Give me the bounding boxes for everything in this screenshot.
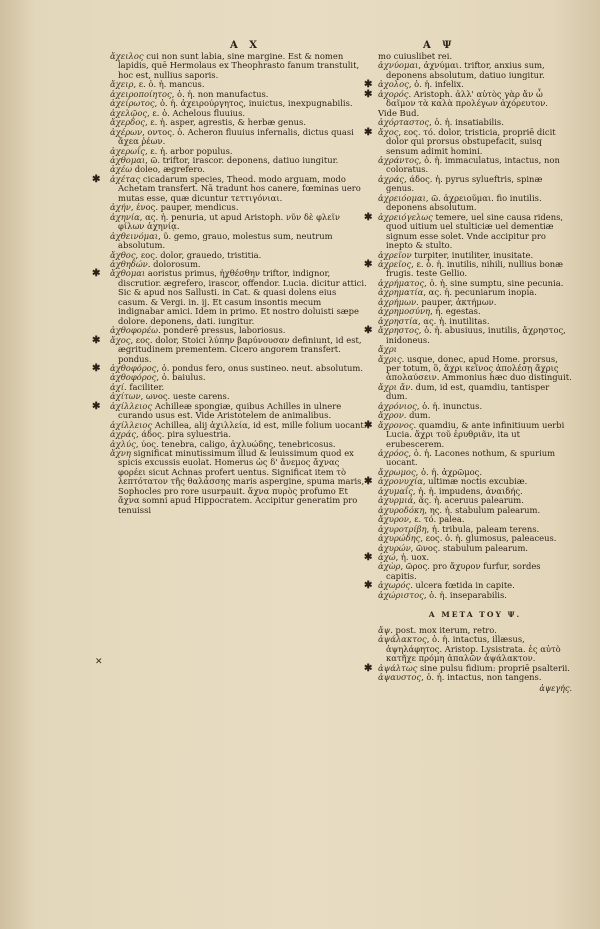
greek-headword: ἀχυροδόκη xyxy=(378,504,425,515)
greek-headword: ἄχος xyxy=(110,334,131,345)
greek-headword: ἀχνύομαι xyxy=(378,60,419,71)
greek-headword: ἄχρηστος xyxy=(378,325,419,336)
entry-definition: , ὁ. ἡ. immaculatus, intactus, non coloratus. xyxy=(386,154,560,175)
asterisk-icon: ✱ xyxy=(364,476,373,488)
entry-definition: , ε. ὁ. ἡ. mancus. xyxy=(133,79,205,90)
dictionary-entry xyxy=(378,194,572,213)
entry-definition: , άδος. pira syluestria. xyxy=(136,429,231,440)
entry-definition: Vide Bud. xyxy=(378,107,420,118)
greek-headword: ἀχέτας xyxy=(110,173,141,184)
entry-definition: . ulcera fœtida in capite. xyxy=(410,580,515,591)
section-entries xyxy=(364,624,572,683)
greek-headword: ἀχέρων xyxy=(110,126,143,137)
greek-headword: ἀχυρών xyxy=(378,542,411,553)
entry-definition: , ύος. tenebra, caligo, ἀχλυώδης, tenebricosus. xyxy=(135,438,336,449)
entry-definition: , ὁ. ἡ. intactus, non tangens. xyxy=(421,672,542,682)
left-column xyxy=(92,51,368,515)
entry-definition: . pauper, ἀκτήμων. xyxy=(416,296,497,307)
entry-definition: , εος. ὁ. ἡ. glumosus, paleaceus. xyxy=(420,533,557,544)
greek-headword: ἀχθοφόρος xyxy=(110,362,157,373)
dictionary-entry xyxy=(364,419,572,449)
entry-definition: , ε. ὁ. ἡ. inutilis, nihili, nullius bonæ frugis. teste Gellio. xyxy=(386,258,564,279)
asterisk-icon: ✱ xyxy=(92,400,101,412)
entry-definition: . faciliter. xyxy=(124,381,165,392)
entry-definition: temere, uel sine causa ridens, quod uitium uel stulticiæ uel dementiæ signum esse solet. Vnde accipitur pro inepto & stulto. xyxy=(386,211,564,251)
entry-definition: , ῦ. gemo, grauo, molestus sum, neutrum absolutum. xyxy=(118,230,333,251)
entry-definition: mo cuiuslibet rei. xyxy=(378,51,453,61)
greek-headword: ἄχειλος xyxy=(110,51,144,61)
greek-headword: ἀχί xyxy=(110,381,125,392)
greek-headword: ἀχυροτρίβη xyxy=(378,523,427,534)
greek-headword: ἀχρεῖος xyxy=(378,258,412,269)
entry-definition: , ας. ἡ. inutilitas. xyxy=(417,315,490,326)
entry-definition: . usque, donec, apud Home. prorsus, per totum, ὃ, ἄχρι κεῖνος ἀπολέσῃ ἄχρις ἀπολαύσειν. Ammonius hæc duo distinguit. xyxy=(386,353,572,383)
greek-headword: ἀχρημοσύνη xyxy=(378,306,431,317)
dictionary-entry xyxy=(110,213,368,232)
margin-cross-mark: ✕ xyxy=(95,657,103,667)
asterisk-icon: ✱ xyxy=(364,580,373,592)
dictionary-entry xyxy=(378,591,572,600)
section-heading: A META TOY Ψ. xyxy=(428,610,522,620)
greek-headword: ἄχος xyxy=(378,126,399,137)
entry-definition: . quamdiu, & ante infinitiuum uerbi Lucia. ἄχρι τοῦ ἐρυθριᾶν, ita ut erubescerem. xyxy=(386,419,565,449)
greek-headword: ἄχρι xyxy=(378,344,397,355)
entry-definition: , ε. ὁ. Achelous fluuius. xyxy=(147,107,246,118)
entry-definition: doleo, ægrefero. xyxy=(132,164,205,175)
dictionary-entry xyxy=(378,635,572,663)
asterisk-icon: ✱ xyxy=(92,334,101,346)
greek-headword: ἄχερδος xyxy=(110,117,145,128)
entry-definition: , ἡ. uox. xyxy=(395,552,430,563)
greek-headword: ἀχρονυχία xyxy=(378,476,423,487)
greek-headword: ἀχρηματία xyxy=(378,287,424,298)
entry-definition: , οντος. ὁ. Acheron fluuius infernalis, dictus quasi ἄχεα ῥέων. xyxy=(118,126,354,147)
greek-headword: ἄχρωμος xyxy=(378,466,416,477)
dictionary-entry xyxy=(378,673,572,682)
entry-definition: , ἡ. egestas. xyxy=(430,306,481,317)
entry-definition: , ἡ. ἡ. impudens, ἀναιδής. xyxy=(412,485,523,496)
dictionary-entry xyxy=(92,334,368,364)
greek-headword: ἀχρεῖον xyxy=(378,249,412,260)
greek-headword: ἀχθεινόμαι xyxy=(110,230,159,241)
greek-headword: ἀχολος xyxy=(378,79,409,90)
entry-definition: , ὁ. pondus fero, onus sustineo. neut. absolutum. xyxy=(156,362,363,373)
greek-headword: ἀχλύς xyxy=(110,438,136,449)
dictionary-entry xyxy=(378,562,572,581)
entry-definition: cicadarum species, Theod. modo arguam, modo Achetam transfert. Nā tradunt hos canere, fœminas uero mutas esse, quæ dicuntur τεττιγόνιαι. xyxy=(118,173,361,203)
dictionary-entry xyxy=(378,156,572,175)
entry-definition: , ὁ. ἡ. insatiabilis. xyxy=(429,117,504,128)
greek-headword: ἀχώ xyxy=(378,552,396,563)
entry-definition: cui non sunt labia, sine margine. Est & nomen lapidis, quē Hermolaus ex Theophrasto fanum transtulit, hoc est, nullius saporis. xyxy=(118,51,360,80)
greek-headword: ἀψαυστος xyxy=(378,672,422,682)
entry-definition: , ὁ. ἡ. ἀχειρούργητος, inuictus, inexpugnabilis. xyxy=(154,98,353,109)
entry-definition: . Aristoph. ἀλλ' αὐτὸς γὰρ ἄν ὦ δαῖμον τὰ καλὰ προλέγων ἀχόρευτον. xyxy=(386,88,548,109)
right-column xyxy=(364,51,572,694)
right-column-entries xyxy=(364,51,572,600)
entry-definition: significat minutissimum illud & leuissimum quod ex spicis excussis euolat. Homerus ὡς δ' ἄνεμος ἄχνας φορέει sicut Achnas profert uentus. Significat item τὸ λεπτότατον τῆς θαλάσσης maris aspergine, spuma maris, Sophocles pro rore usurpauit. ἄχνα πυρὸς profumo Et ἄχνα somni apud Hippocratem. Accipitur generatim pro tenuissi xyxy=(118,448,365,515)
greek-headword: ἄχρις xyxy=(378,353,402,364)
greek-headword: ἀχωρός xyxy=(378,580,411,591)
greek-headword: ἀχρόνιος xyxy=(378,400,417,411)
entry-definition: , ε. ἡ. asper, agrestis, & herbæ genus. xyxy=(144,117,306,128)
asterisk-icon: ✱ xyxy=(364,88,373,100)
greek-headword: ἀχυρώδης xyxy=(378,533,421,544)
greek-headword: ἄχθομαι xyxy=(110,268,146,279)
greek-headword: ἀχθηδών xyxy=(110,258,148,269)
dictionary-entry xyxy=(364,126,572,156)
greek-headword: ἄχθος xyxy=(110,249,136,260)
entry-definition: . dum. xyxy=(403,410,431,421)
dictionary-entry xyxy=(92,268,368,326)
entry-definition: . dum, id est, quamdiu, tantisper dum. xyxy=(386,381,550,402)
dictionary-entry xyxy=(378,355,572,383)
dictionary-entry xyxy=(110,128,368,147)
dictionary-entry xyxy=(364,211,572,251)
entry-definition: Achilleæ spongiæ, quibus Achilles in ulnere curando usus est. Vide Aristotelem de animalibus. xyxy=(118,400,342,421)
entry-definition: , ωνος. ueste carens. xyxy=(140,391,230,402)
entry-definition: , ὁ. ἡ. non manufactus. xyxy=(171,88,269,99)
dictionary-entry xyxy=(92,173,368,203)
asterisk-icon: ✱ xyxy=(364,258,373,270)
entry-definition: , ὁ. ἡ. infelix. xyxy=(408,79,464,90)
entry-definition: , εος. τό. dolor, tristicia, propriē dicit dolor qui prorsus obstupefacit, suisq sensum adimit homini. xyxy=(386,126,556,156)
entry-definition: Achillea, alij ἀχιλλεία, id est, mille folium uocant. xyxy=(152,419,367,430)
greek-headword: ἄχνη xyxy=(110,448,131,459)
asterisk-icon: ✱ xyxy=(364,325,373,337)
entry-definition: , ὁ. ἡ. abusiuus, inutilis, ἄχρηστος, inidoneus. xyxy=(386,325,566,345)
greek-headword: ἀχθομαι xyxy=(110,154,146,165)
dictionary-entry xyxy=(110,449,368,515)
catchword: ἀψεγής. xyxy=(539,684,572,694)
greek-headword: ἀχὼρ xyxy=(378,561,401,572)
asterisk-icon: ✱ xyxy=(92,173,101,185)
entry-definition: , εος. dolor, Stoici λύπην βαρύνουσαν definiunt, id est, ægritudinem prementem. Cicero angorem transfert. pondus. xyxy=(118,334,362,364)
dictionary-entry xyxy=(364,258,572,279)
greek-headword: ἀχήν xyxy=(110,202,131,213)
dictionary-entry xyxy=(364,88,572,109)
entry-definition: , ὁ. ἡ. intactus, illæsus, ἀψηλάφητος. Aristop. Lysistrata. ἐς αὐτὸ κατῆχε πρόμη ἀπαλῶν ἀψάλακτον. xyxy=(386,634,561,664)
asterisk-icon: ✱ xyxy=(92,362,101,374)
greek-headword: ἀχόρταστος xyxy=(378,117,430,128)
entry-definition: , ὁ. ἡ. inseparabilis. xyxy=(423,589,507,600)
greek-headword: ἀχώριστος xyxy=(378,589,424,600)
right-column-header: A Ψ xyxy=(423,40,456,51)
greek-headword: ἀχίτων xyxy=(110,391,141,402)
dictionary-entry xyxy=(378,449,572,468)
entry-definition: . ponderē pressus, laboriosus. xyxy=(157,325,286,336)
greek-headword: ἄχρι ἄν xyxy=(378,381,411,392)
dictionary-entry xyxy=(364,325,572,345)
greek-headword: ἀχράς xyxy=(378,173,405,184)
greek-headword: ἄχρον xyxy=(378,410,404,421)
entry-definition: , ῶ. ἀχρειοῦμαι. fio inutilis. deponens absolutum. xyxy=(386,192,542,213)
entry-definition: turpiter, inutiliter, inusitate. xyxy=(411,249,534,260)
entry-definition: sine pulsu fidium: propriē psalterii. xyxy=(417,662,570,673)
greek-headword: ἀχίλλειος xyxy=(110,400,153,411)
greek-headword: ἀχθοφορέω xyxy=(110,325,158,336)
entry-definition: , ὁ. ἡ. inunctus. xyxy=(416,400,483,411)
greek-headword: ἀχειροποίητος xyxy=(110,88,172,99)
dictionary-entry xyxy=(378,175,572,194)
entry-definition: , εος. dolor, grauedo, tristitia. xyxy=(135,249,262,260)
greek-headword: ἀχρειόομαι xyxy=(378,192,426,203)
asterisk-icon: ✱ xyxy=(364,552,373,564)
greek-headword: ἀχρήματος xyxy=(378,277,425,288)
dictionary-entry xyxy=(110,52,368,80)
entry-definition: , ὁ. ἡ. ἀχρῶμος. xyxy=(415,466,483,477)
left-column-header: A X xyxy=(230,40,261,51)
greek-headword: ἄχειρ xyxy=(110,79,134,90)
entry-definition: , ὁ. ἡ. Lacones nothum, & spurium uocant. xyxy=(386,448,556,468)
entry-definition: , ε. τό. palea. xyxy=(408,514,465,525)
asterisk-icon: ✱ xyxy=(92,268,101,280)
entry-definition: aoristus primus, ἠχθέσθην triftor, indignor, discrutior. ægrefero, irascor, offendor. Lucia. dicitur attici. Sic & apud nos Sallusti. in Cat. & quasi dolens eius casum. & Vergi. in. ij. Et casum insontis mecum indignabar amici. Idem in primo. Et nostro doluisti sæpe dolore. deponens, dati. iungitur. xyxy=(118,268,367,326)
greek-headword: ἀχέω xyxy=(110,164,133,175)
asterisk-icon: ✱ xyxy=(364,419,373,431)
entry-definition: , ἀχνύμαι. triftor, anxius sum, deponens absolutum, datiuo iungitur. xyxy=(386,60,545,80)
entry-definition: , ultimæ noctis excubiæ. xyxy=(422,476,528,487)
greek-headword: ἀψάλτως xyxy=(378,662,418,673)
greek-headword: ἀψάλακτος xyxy=(378,634,427,645)
greek-headword: ἀχρήμων xyxy=(378,296,417,307)
greek-headword: ἀχθοφόρος xyxy=(110,372,157,383)
asterisk-icon: ✱ xyxy=(364,126,373,138)
entry-definition: , ε. ἡ. arbor populus. xyxy=(144,145,233,156)
greek-headword: ἀχρηστία xyxy=(378,315,418,326)
greek-headword: ἄχρονος xyxy=(378,419,414,430)
dictionary-entry xyxy=(110,232,368,251)
asterisk-icon: ✱ xyxy=(364,79,373,91)
greek-headword: ἀχρειόγελως xyxy=(378,211,433,222)
entry-definition: , ας. ἡ. pecuniarum inopia. xyxy=(423,287,537,298)
entry-definition: , ῶρος. pro ἄχυρον furfur, sordes capitis. xyxy=(386,561,541,581)
greek-headword: ἀχερωΐς xyxy=(110,145,145,156)
asterisk-icon: ✱ xyxy=(364,662,373,674)
greek-headword: ἀχηνία xyxy=(110,211,140,222)
entry-definition: , ης. ἡ. stabulum palearum. xyxy=(424,504,541,515)
greek-headword: ἀχυμαΐς xyxy=(378,485,413,496)
asterisk-icon: ✱ xyxy=(364,211,373,223)
greek-headword: ἀχορός xyxy=(378,88,409,99)
dictionary-entry xyxy=(378,383,572,402)
greek-headword: ἀχίλλειος xyxy=(110,419,153,430)
greek-headword: ἄψ xyxy=(378,624,391,635)
greek-headword: ἀχράντος xyxy=(378,154,419,165)
entry-definition: , ας. ἡ. penuria, ut apud Aristoph. νῦν δὲ φλεῖν φίλων ἀχηνίᾳ. xyxy=(118,211,340,232)
greek-headword: ἀχράς xyxy=(110,429,137,440)
entry-definition: , ᾶς. ἡ. aceruus palearum. xyxy=(413,495,524,506)
entry-definition: , ὁ. ἡ. sine sumptu, sine pecunia. xyxy=(424,277,564,288)
entry-definition: . post. mox iterum, retro. xyxy=(390,624,497,635)
entry-definition: , ῶνος. stabulum palearum. xyxy=(410,542,529,553)
greek-headword: ἀχρόος xyxy=(378,448,409,459)
entry-definition: , ένος. pauper, mendicus. xyxy=(130,202,239,213)
greek-headword: ἀχελῷος xyxy=(110,107,148,118)
dictionary-entry xyxy=(92,400,368,421)
entry-definition: , ἡ. tribula, paleam terens. xyxy=(426,523,540,534)
dictionary-entry xyxy=(378,61,572,80)
greek-headword: ἀχείρωτος xyxy=(110,98,155,109)
entry-definition: , ὁ. baiulus. xyxy=(156,372,206,383)
entry-definition: , ῶ. triftor, irascor. deponens, datiuo iungitur. xyxy=(145,154,339,165)
entry-definition: , άδος. ἡ. pyrus sylueftris, spinæ genus. xyxy=(386,173,543,194)
entry-definition: . dolorosum. xyxy=(147,258,201,269)
greek-headword: ἀχυρμιά xyxy=(378,495,414,506)
greek-headword: ἄχυρον xyxy=(378,514,409,525)
